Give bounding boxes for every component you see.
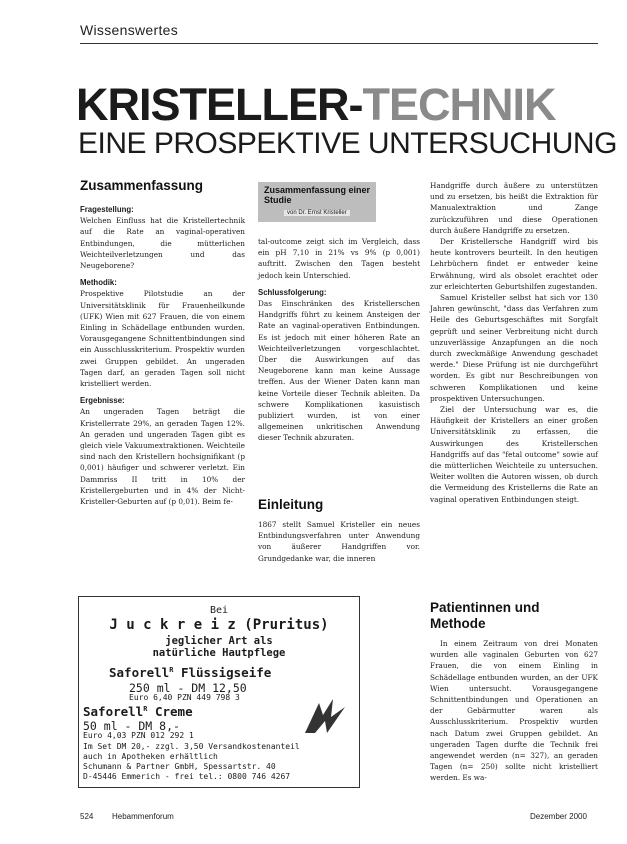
- ad-product1-type: Flüssigseife: [173, 665, 272, 680]
- column-three: [430, 180, 598, 505]
- ad-line3: natürliche Hautpflege: [152, 647, 286, 659]
- ad-product1-reg: R: [169, 665, 174, 674]
- issue-date: Dezember 2000: [530, 812, 587, 821]
- intro-heading: Einleitung: [258, 497, 324, 512]
- ad-bei: Bei: [209, 605, 229, 616]
- study-box-sub: von Dr. Ernst Kristeller: [284, 210, 350, 216]
- text-continued: tal-outcome zeigt sich im Vergleich, dass ein pH 7,10 in 21% vs 9% (p 0,001) auftritt. Zwischen den Tagen besteht jedoch kein Unterschied.: [258, 237, 420, 280]
- pm-text: In einem Zeitraum von drei Monaten wurden alle vaginalen Geburten von 627 Frauen, die von einem Einling in Schädellage entbunden wurden, an der UFK Wien untersucht. Vorausgegangene Schnittentbindungen und Operationen an der Gebärmutter waren als Ausschlusskriterium. Prospektiv wurden nach Datum zwei Gruppen gebildet. An ungeraden Tagen durfte die Technik frei angewendet werden (n= 327), an geraden Tagen (n= 250) sollte nicht kristelliert werden. Es wa-: [430, 639, 598, 783]
- text-question: Welchen Einfluss hat die Kristellertechnik auf die Rate an vaginal-operativen Entbindungen, die mütterlichen Weichteilverletzungen und das Neugeborene?: [80, 216, 245, 271]
- label-results: Ergebnisse:: [80, 396, 125, 406]
- leaf-logo-icon: [301, 693, 349, 737]
- study-box-title: Zusammenfassung einer Studie: [264, 185, 371, 205]
- ad-headline: J u c k r e i z (Pruritus): [109, 617, 329, 633]
- text-method: Prospektive Pilotstudie an der Universitätsklinik für Frauenheilkunde (UFK) Wien mit 627 Frauen, die von einem Einling in Schädellage entbunden wurden. Vorausgegangene Schnittentbindungen sind ein Ausschlusskriterium. Prospektiv wurden zwei Gruppen gebildet. An ungeraden Tagen darf, an geraden Tagen soll nicht kristelliert werden.: [80, 289, 245, 389]
- label-conclusion: Schlussfolgerung:: [258, 287, 327, 297]
- pm-heading: [430, 600, 540, 632]
- col3-para-d: Ziel der Untersuchung war es, die Häufigkeit der Kristellers an einer großen Universitätsklinik zu erfassen, die Auswirkungen des Kristellerschen Handgriffs auf das "fetal outcome" sowie auf die mütterlichen Weichteile zu untersuchen. Weiter wollten die Autoren wissen, ob durch die Vermeidung des Kristellerns die Rate an vaginal operativen Entbindungen steigt.: [430, 405, 598, 504]
- section-divider: [80, 43, 598, 44]
- intro-text: 1867 stellt Samuel Kristeller ein neues Entbindungsverfahren unter Anwendung von äußerer Handgriffen vor. Grundgedanke war, die inneren: [258, 520, 420, 563]
- journal-name: Hebammenforum: [112, 812, 174, 821]
- ad-product2-price: 50 ml - DM 8,-: [83, 719, 180, 733]
- page-number: 524: [80, 812, 94, 821]
- ad-product2-sub: Euro 4,03 PZN 012 292 1: [83, 731, 194, 740]
- ad-product1: [109, 665, 271, 680]
- title-part-b: TECHNIK: [362, 79, 556, 130]
- col3-para-c: Samuel Kristeller selbst hat sich vor 130 Jahren gewünscht, "dass das Verfahren zum Heile des Geburtsgeschäftes mit Sorgfalt geprüft und seiner Verbreitung nicht durch unzuverlässige Anzapfungen an die noch durch zweckmäßige Anwendung geschadet werde." Diese Prüfung ist nie durchgeführt worden. Es gibt nur Beschreibungen von schweren Komplikationen und keine prospektiven Untersuchungen.: [430, 293, 598, 403]
- col3-para-b: Der Kristellersche Handgriff wird bis heute kontrovers beurteilt. In den heutigen Lehrbüchern findet er entweder keine Erwähnung, wird als obsolet erachtet oder zur erleichterten Geburtshilfen zugestanden.: [430, 237, 598, 291]
- label-method: Methodik:: [80, 278, 117, 288]
- ad-set-price: Im Set DM 20,- zzgl. 3,50 Versandkostenanteil: [83, 742, 300, 751]
- study-box: [258, 182, 376, 222]
- article-title: [76, 80, 556, 130]
- ad-line2: jeglicher Art als: [165, 635, 273, 647]
- ad-product1-sub: Euro 6,40 PZN 449 798 3: [129, 693, 240, 702]
- ad-product2-name: Saforell: [83, 704, 144, 719]
- ad-product2-reg: R: [143, 704, 148, 713]
- label-question: Fragestellung:: [80, 205, 134, 214]
- title-part-a: KRISTELLER-: [76, 79, 363, 130]
- ad-pharmacy: auch in Apotheken erhältlich: [83, 752, 218, 761]
- text-conclusion: Das Einschränken des Kristellerschen Handgriffs führt zu keinem Ansteigen der Rate an vaginal-operativen Entbindungen. Es ist jedoch mit einer höheren Rate an Weichteilverletzungen vorgeschlachtet. Über die Auswirkungen auf das Neugeborene kann man keine Aussage treffen. Aus der Wiener Daten kann man keine Vorteile dieser Technik ableiten. Da schwere Komplikationen kasuistisch publiziert wurden, ist von einer allgemeinen unkritischen Anwendung dieser Technik abzuraten.: [258, 299, 420, 443]
- article-subtitle: EINE PROSPEKTIVE UNTERSUCHUNG: [78, 127, 617, 160]
- summary-column: [80, 204, 245, 507]
- column-two: [258, 236, 420, 444]
- advertisement: [78, 596, 360, 788]
- ad-product1-price: 250 ml - DM 12,50: [129, 681, 247, 695]
- pm-heading-line1: Patientinnen und: [430, 600, 540, 615]
- section-label: Wissenswertes: [80, 22, 179, 38]
- col3-para-a: Handgriffe durch äußere zu unterstützen und zu ersetzen, bis heißt die Extraktion für Manualextraktion und Zange zurückzuführen und diese Operationen durch äußere Handgriffe zu ersetzen.: [430, 181, 598, 235]
- ad-product1-name: Saforell: [109, 665, 170, 680]
- summary-heading: Zusammenfassung: [80, 178, 204, 193]
- ad-product2-type: Creme: [147, 704, 193, 719]
- ad-address: D-45446 Emmerich - frei tel.: 0800 746 4267: [83, 772, 291, 781]
- pm-heading-line2: Methode: [430, 616, 486, 631]
- ad-product2: [83, 704, 193, 719]
- ad-company: Schumann & Partner GmbH, Spessartstr. 40: [83, 762, 276, 771]
- text-results: An ungeraden Tagen beträgt die Kristellerrate 29%, an geraden Tagen 12%. An geraden und ungeraden Tagen gibt es gleich viele Vakuumextraktionen. Weichteile sind nach den Kristellern hochsignifikant (p 0,001) häufiger und schwerer verletzt. Ein Dammriss II tritt in 10% der Kristellergeburten und in 4% der Nicht-Kristeller-Geburten auf (p 0,01). Beim fe-: [80, 407, 245, 507]
